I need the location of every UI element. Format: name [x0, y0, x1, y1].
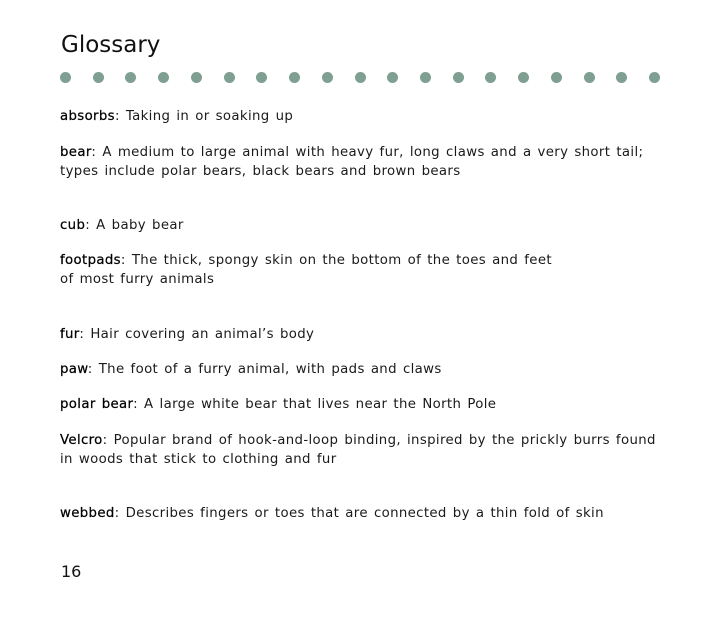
divider-dot: [453, 72, 464, 83]
glossary-entry: [60, 107, 660, 126]
divider-dot: [387, 72, 398, 83]
glossary-definition: : A medium to large animal with heavy fur, long claws and a very short tail; types include polar bears, black bears and brown bears: [60, 145, 644, 179]
glossary-entry: [60, 325, 660, 344]
glossary-term: polar bear: [60, 397, 134, 412]
glossary-term: Velcro: [60, 433, 103, 448]
glossary-entry: [60, 251, 660, 289]
page-number: 16: [61, 562, 82, 581]
divider-dot: [584, 72, 595, 83]
divider-dot: [485, 72, 496, 83]
glossary-definition: : Taking in or soaking up: [114, 109, 294, 124]
glossary-definition: : The foot of a furry animal, with pads and claws: [87, 362, 442, 377]
glossary-definition: : Describes fingers or toes that are connected by a thin fold of skin: [114, 506, 604, 521]
glossary-term: bear: [60, 145, 92, 160]
glossary-term: fur: [60, 327, 80, 342]
glossary-entry: [60, 395, 660, 414]
page-title: Glossary: [61, 32, 161, 58]
divider-dot: [551, 72, 562, 83]
divider-dot: [289, 72, 300, 83]
glossary-entry: [60, 504, 660, 523]
glossary-term: absorbs: [60, 109, 115, 124]
divider-dot: [158, 72, 169, 83]
divider-dot: [125, 72, 136, 83]
divider-dot: [355, 72, 366, 83]
divider-dot: [256, 72, 267, 83]
glossary-entry: [60, 431, 660, 469]
divider-dot: [616, 72, 627, 83]
divider-dot: [60, 72, 71, 83]
glossary-definition: : The thick, spongy skin on the bottom of the toes and feet of most furry animals: [60, 253, 552, 287]
divider-dot: [93, 72, 104, 83]
dotted-divider: [60, 72, 660, 83]
divider-dot: [191, 72, 202, 83]
glossary-entry: [60, 143, 660, 181]
glossary-definition: : A baby bear: [85, 218, 184, 233]
divider-dot: [518, 72, 529, 83]
glossary-entry: [60, 360, 660, 379]
glossary-definition: : Hair covering an animal’s body: [79, 327, 315, 342]
divider-dot: [322, 72, 333, 83]
divider-dot: [649, 72, 660, 83]
glossary-term: cub: [60, 218, 86, 233]
glossary-term: footpads: [60, 253, 121, 268]
divider-dot: [224, 72, 235, 83]
glossary-definition: : A large white bear that lives near the North Pole: [133, 397, 497, 412]
glossary-term: paw: [60, 362, 88, 377]
divider-dot: [420, 72, 431, 83]
glossary-list: [60, 107, 660, 523]
glossary-definition: : Popular brand of hook-and-loop binding, inspired by the prickly burrs found in woods that stick to clothing and fur: [60, 433, 656, 467]
glossary-entry: [60, 216, 660, 235]
glossary-term: webbed: [60, 506, 115, 521]
